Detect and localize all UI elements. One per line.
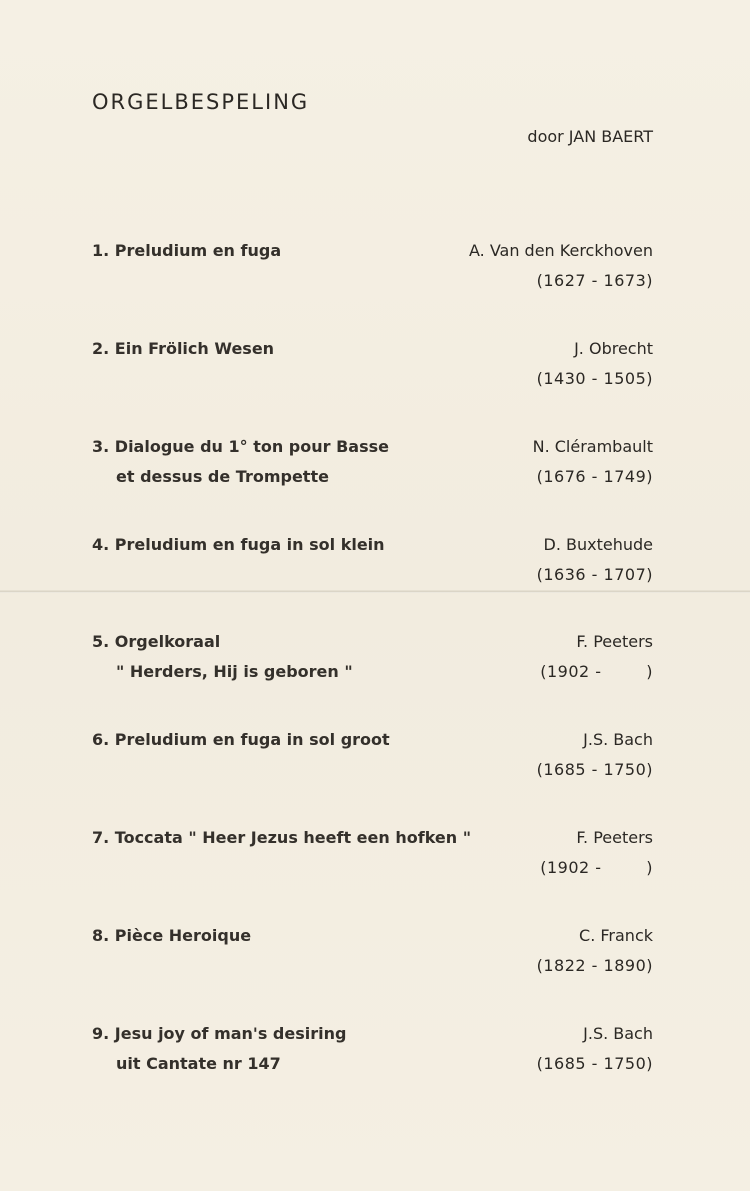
work-title [92,627,353,687]
composer-years: (1822 - 1890) [536,956,653,975]
composer-name: D. Buxtehude [543,535,653,554]
work-line-1: 8. Pièce Heroique [92,926,252,945]
work-line-2: et dessus de Trompette [116,467,329,486]
composer-name: F. Peeters [576,632,653,651]
work-title [92,1019,346,1079]
page-title: ORGELBESPELING [92,90,310,114]
work-line-1: 6. Preludium en fuga in sol groot [92,730,390,749]
composer-name: J.S. Bach [583,1024,653,1043]
work-title [92,432,389,492]
work-line-1: 4. Preludium en fuga in sol klein [92,535,385,554]
work-line-1: 2. Ein Frölich Wesen [92,339,275,358]
composer [540,627,653,687]
work-line-1: 3. Dialogue du 1° ton pour Basse [92,437,389,456]
work-line-1: 5. Orgelkoraal [92,632,221,651]
composer-name: F. Peeters [576,828,653,847]
paper-fold [0,590,750,593]
composer [537,334,653,394]
work-line-2: uit Cantate nr 147 [116,1054,281,1073]
work-title [92,334,274,364]
composer [540,823,653,883]
composer-years: (1685 - 1750) [536,1054,653,1073]
composer-name: C. Franck [579,926,653,945]
composer [533,432,653,492]
composer-years: (1430 - 1505) [536,369,653,388]
composer [537,1019,653,1079]
composer-years: (1902 - ) [540,858,653,877]
composer [469,236,653,296]
work-title [92,823,471,853]
composer-years: (1685 - 1750) [536,760,653,779]
work-title [92,236,281,266]
performer-byline: door JAN BAERT [527,127,653,146]
composer-years: (1636 - 1707) [536,565,653,584]
composer-years: (1676 - 1749) [536,467,653,486]
composer-name: J. Obrecht [574,339,653,358]
work-line-1: 9. Jesu joy of man's desiring [92,1024,347,1043]
composer-years: (1902 - ) [540,662,653,681]
composer-years: (1627 - 1673) [536,271,653,290]
work-line-1: 1. Preludium en fuga [92,241,282,260]
composer [537,921,653,981]
composer [537,530,653,590]
work-title [92,530,385,560]
work-title [92,725,390,755]
work-line-1: 7. Toccata " Heer Jezus heeft een hofken " [92,828,472,847]
composer-name: A. Van den Kerckhoven [468,241,653,260]
work-title [92,921,251,951]
composer-name: N. Clérambault [532,437,653,456]
work-line-2: " Herders, Hij is geboren " [116,662,353,681]
composer [537,725,653,785]
composer-name: J.S. Bach [583,730,653,749]
